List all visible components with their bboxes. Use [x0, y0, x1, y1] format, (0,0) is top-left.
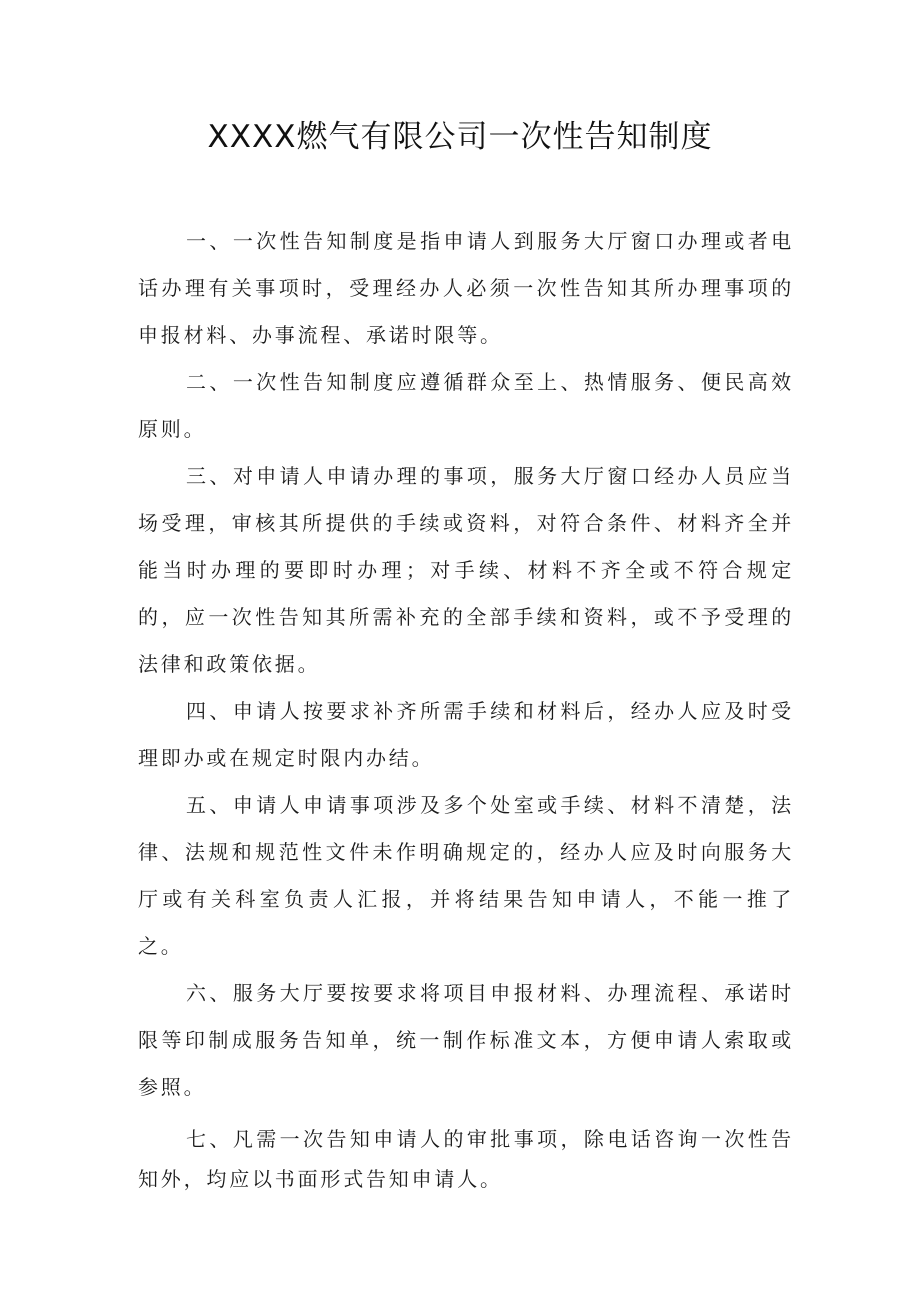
paragraph-6: 六、服务大厅要按要求将项目申报材料、办理流程、承诺时限等印制成服务告知单，统一制作标准文本，方便申请人索取或参照。 — [138, 981, 794, 1099]
paragraph-1: 一、一次性告知制度是指申请人到服务大厅窗口办理或者电话办理有关事项时，受理经办人必须一次性告知其所办理事项的申报材料、办事流程、承诺时限等。 — [138, 229, 794, 347]
paragraph-3: 三、对申请人申请办理的事项，服务大厅窗口经办人员应当场受理，审核其所提供的手续或资料，对符合条件、材料齐全并能当时办理的要即时办理；对手续、材料不齐全或不符合规定的，应一次性告知其所需补充的全部手续和资料，或不予受理的法律和政策依据。 — [138, 464, 794, 676]
document-body — [138, 218, 794, 1199]
paragraph-5: 五、申请人申请事项涉及多个处室或手续、材料不清楚，法律、法规和规范性文件未作明确规定的，经办人应及时向服务大厅或有关科室负责人汇报，并将结果告知申请人，不能一推了之。 — [138, 793, 794, 958]
paragraph-4: 四、申请人按要求补齐所需手续和材料后，经办人应及时受理即办或在规定时限内办结。 — [138, 699, 794, 770]
paragraph-7: 七、凡需一次告知申请人的审批事项，除电话咨询一次性告知外，均应以书面形式告知申请人。 — [138, 1127, 794, 1191]
paragraph-2: 二、一次性告知制度应遵循群众至上、热情服务、便民高效原则。 — [138, 370, 794, 441]
document-title: XXXX燃气有限公司一次性告知制度 — [207, 119, 713, 155]
